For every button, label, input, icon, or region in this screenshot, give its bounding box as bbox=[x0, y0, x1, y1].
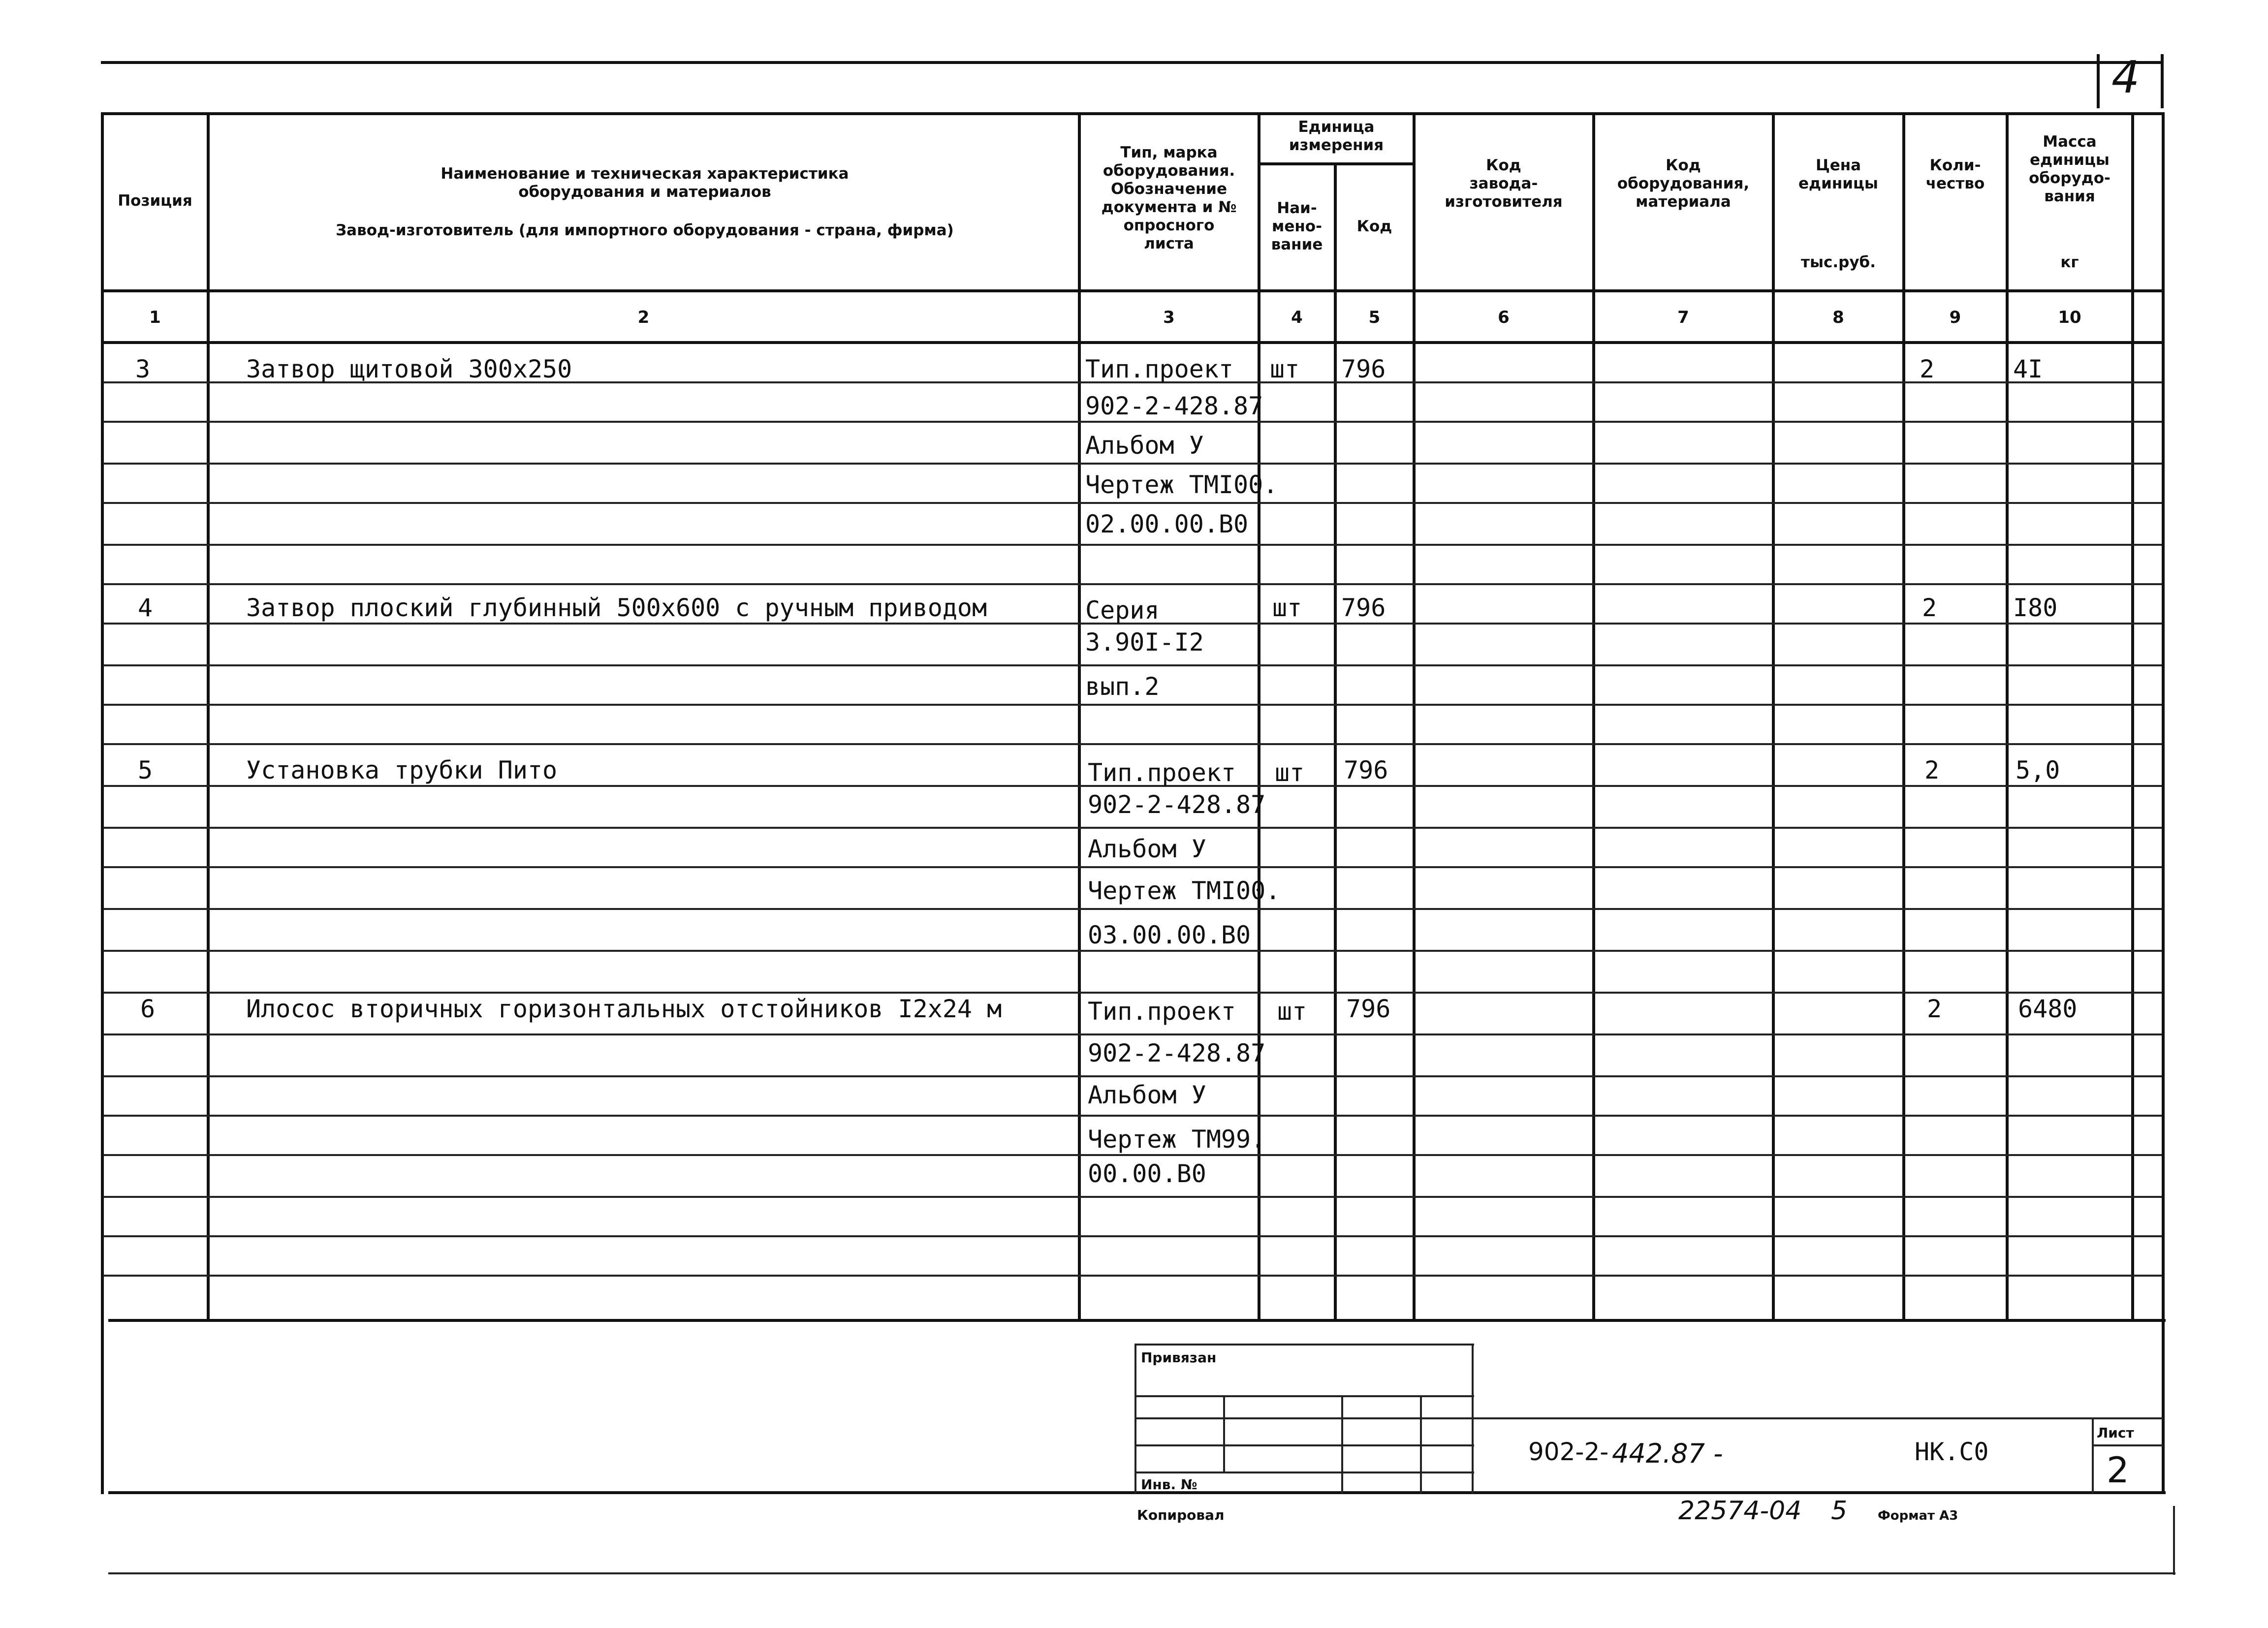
row-type-line: Альбом У bbox=[1088, 1081, 1206, 1109]
row-type-line: 902-2-428.87 bbox=[1085, 392, 1263, 420]
row-type-line: 3.90I-I2 bbox=[1085, 628, 1204, 657]
row-mass: 6480 bbox=[2018, 995, 2078, 1023]
row-rule bbox=[103, 1196, 2162, 1198]
column-number: 10 bbox=[2058, 308, 2081, 327]
header-name-line2: оборудования и материалов bbox=[518, 183, 771, 201]
header-unit-name-line: мено- bbox=[1272, 218, 1322, 235]
header-equip-code-line: оборудования, bbox=[1617, 175, 1750, 192]
stamp-attached-label: Привязан bbox=[1141, 1349, 1217, 1366]
row-position: 6 bbox=[140, 995, 156, 1023]
row-quantity: 2 bbox=[1922, 594, 1937, 622]
header-name-line1: Наименование и техническая характеристика bbox=[441, 165, 849, 183]
row-quantity: 2 bbox=[1920, 355, 1935, 383]
copied-label: Копировал bbox=[1137, 1507, 1225, 1523]
row-type-line: 03.00.00.В0 bbox=[1088, 921, 1251, 949]
column-number: 4 bbox=[1291, 308, 1303, 327]
column-number: 1 bbox=[149, 308, 161, 327]
format-label: Формат А3 bbox=[1878, 1508, 1958, 1523]
row-rule bbox=[103, 1235, 2162, 1237]
row-mass: I80 bbox=[2013, 594, 2058, 622]
row-type-line: Тип.проект bbox=[1088, 997, 1236, 1026]
row-position: 3 bbox=[135, 355, 151, 383]
stamp-col bbox=[2092, 1417, 2094, 1494]
col-sep-4 bbox=[1334, 162, 1337, 1320]
stamp-doc-code-prefix: 902-2- bbox=[1528, 1438, 1609, 1466]
unit-group-rule bbox=[1258, 162, 1414, 165]
stamp-rule bbox=[1134, 1344, 1474, 1346]
row-unit-name: шт bbox=[1272, 594, 1302, 622]
row-rule bbox=[103, 827, 2162, 829]
stamp-rule bbox=[1134, 1471, 1474, 1473]
header-type-line: оборудования. bbox=[1102, 162, 1235, 180]
frame-right bbox=[2162, 112, 2165, 1494]
stamp-col bbox=[1341, 1395, 1343, 1494]
row-rule bbox=[103, 502, 2162, 504]
row-type-line: 902-2-428.87 bbox=[1088, 1039, 1266, 1067]
row-type-line: Тип.проект bbox=[1088, 758, 1236, 787]
row-type-line: 00.00.В0 bbox=[1088, 1159, 1206, 1188]
header-price-line: Цена bbox=[1815, 157, 1861, 174]
page-bottom-rule bbox=[108, 1572, 2175, 1574]
header-unit-name-line: вание bbox=[1271, 236, 1323, 253]
stamp-rule bbox=[1134, 1395, 1474, 1397]
column-number: 8 bbox=[1832, 308, 1844, 327]
row-rule bbox=[103, 544, 2162, 546]
row-position: 4 bbox=[138, 594, 153, 622]
header-type-line: листа bbox=[1144, 235, 1194, 252]
row-unit-code: 796 bbox=[1346, 995, 1391, 1023]
row-rule bbox=[103, 704, 2162, 706]
row-type-line: 02.00.00.В0 bbox=[1085, 510, 1249, 538]
stamp-sheet-label: Лист bbox=[2097, 1425, 2134, 1441]
header-mass-unit: кг bbox=[2060, 253, 2079, 271]
row-rule bbox=[103, 1275, 2162, 1277]
header-mass-line: оборудо- bbox=[2029, 169, 2110, 187]
stamp-col bbox=[1223, 1395, 1225, 1471]
header-bottom bbox=[101, 289, 2163, 292]
header-price-unit: тыс.руб. bbox=[1801, 253, 1876, 271]
row-name: Установка трубки Пито bbox=[246, 756, 558, 784]
row-type-line: Чертеж ТМ99. bbox=[1088, 1125, 1266, 1154]
column-number: 5 bbox=[1368, 308, 1381, 327]
stamp-rule bbox=[1134, 1444, 1474, 1446]
header-position: Позиция bbox=[118, 192, 192, 210]
row-rule bbox=[103, 1115, 2162, 1117]
table-top bbox=[101, 112, 2163, 115]
row-rule bbox=[103, 1075, 2162, 1077]
header-qty-line: чество bbox=[1925, 175, 1985, 192]
column-number: 9 bbox=[1949, 308, 1961, 327]
column-number: 6 bbox=[1498, 308, 1510, 327]
top-rule bbox=[101, 61, 2163, 64]
header-type-line: документа и № bbox=[1101, 198, 1237, 216]
col-sep-9 bbox=[2006, 112, 2009, 1320]
row-type-line: 902-2-428.87 bbox=[1088, 790, 1266, 819]
row-type-line: вып.2 bbox=[1085, 672, 1160, 701]
header-mass-line: единицы bbox=[2030, 151, 2110, 169]
row-unit-name: шт bbox=[1277, 997, 1307, 1026]
archive-page: 5 bbox=[1831, 1496, 1848, 1526]
page-right-rule bbox=[2173, 1506, 2175, 1575]
stamp-inv-label: Инв. № bbox=[1141, 1476, 1197, 1493]
stamp-rule bbox=[1134, 1417, 2163, 1419]
row-name: Затвор щитовой 300х250 bbox=[246, 355, 572, 383]
stamp-col bbox=[1420, 1395, 1422, 1494]
row-mass: 4I bbox=[2013, 355, 2043, 383]
row-type-line: Тип.проект bbox=[1085, 355, 1234, 383]
header-unit-group-line: измерения bbox=[1289, 136, 1384, 154]
header-equip-code-line: материала bbox=[1636, 193, 1731, 211]
row-position: 5 bbox=[138, 756, 153, 784]
row-type-line: Серия bbox=[1085, 596, 1160, 625]
header-price-line: единицы bbox=[1798, 175, 1878, 192]
row-type-line: Чертеж ТМI00. bbox=[1085, 470, 1278, 499]
header-mass-line: Масса bbox=[2043, 133, 2097, 151]
row-type-line: Чертеж ТМI00. bbox=[1088, 877, 1281, 905]
column-number: 3 bbox=[1163, 308, 1175, 327]
row-mass: 5,0 bbox=[2016, 756, 2060, 784]
header-type-line: Тип, марка bbox=[1120, 144, 1218, 161]
header-unit-group-line: Единица bbox=[1298, 118, 1375, 136]
header-factory-code-line: завода- bbox=[1469, 175, 1538, 192]
row-rule bbox=[103, 583, 2162, 585]
header-name-line3: Завод-изготовитель (для импортного оборудования - страна, фирма) bbox=[336, 221, 954, 239]
stamp-rule bbox=[2092, 1444, 2163, 1446]
col-sep-1 bbox=[207, 112, 210, 1320]
archive-number: 22574-04 bbox=[1678, 1496, 1802, 1526]
header-factory-code-line: Код bbox=[1486, 157, 1521, 174]
row-unit-code: 796 bbox=[1341, 594, 1386, 622]
header-factory-code-line: изготовителя bbox=[1445, 193, 1563, 211]
stamp-col bbox=[1134, 1344, 1136, 1494]
col-sep-2 bbox=[1078, 112, 1081, 1320]
sheet-corner-number: 4 bbox=[2111, 52, 2140, 103]
header-mass-line: вания bbox=[2044, 188, 2095, 205]
stamp-sheet-number: 2 bbox=[2107, 1449, 2129, 1491]
row-rule bbox=[103, 463, 2162, 465]
row-rule bbox=[103, 1033, 2162, 1035]
header-type-line: опросного bbox=[1123, 217, 1215, 234]
row-type-line: Альбом У bbox=[1088, 835, 1206, 863]
stamp-doc-code-hand: 442.87 - bbox=[1612, 1438, 1723, 1469]
row-rule bbox=[103, 908, 2162, 910]
stamp-col bbox=[1472, 1344, 1474, 1494]
row-name: Затвор плоский глубинный 500х600 с ручным приводом bbox=[246, 594, 987, 622]
corner-box-right bbox=[2161, 54, 2164, 108]
row-rule bbox=[103, 950, 2162, 952]
col-sep-10 bbox=[2131, 112, 2134, 1320]
col-sep-6 bbox=[1592, 112, 1595, 1320]
row-unit-code: 796 bbox=[1344, 756, 1388, 784]
row-quantity: 2 bbox=[1927, 995, 1942, 1023]
row-unit-code: 796 bbox=[1341, 355, 1386, 383]
header-qty-line: Коли- bbox=[1929, 157, 1981, 174]
row-rule bbox=[103, 743, 2162, 745]
row-name: Илосос вторичных горизонтальных отстойников I2х24 м bbox=[246, 995, 1002, 1023]
table-bottom bbox=[108, 1319, 2166, 1322]
header-equip-code-line: Код bbox=[1666, 157, 1701, 174]
corner-box-left bbox=[2097, 54, 2100, 108]
row-type-line: Альбом У bbox=[1085, 431, 1204, 460]
header-unit-name-line: Наи- bbox=[1277, 199, 1317, 217]
column-number: 2 bbox=[637, 308, 650, 327]
row-unit-name: шт bbox=[1270, 355, 1300, 383]
colnum-bottom bbox=[101, 341, 2163, 344]
header-unit-code: Код bbox=[1356, 218, 1392, 235]
row-rule bbox=[103, 664, 2162, 666]
col-sep-8 bbox=[1902, 112, 1905, 1320]
column-number: 7 bbox=[1677, 308, 1689, 327]
col-sep-5 bbox=[1413, 112, 1416, 1320]
row-unit-name: шт bbox=[1275, 758, 1305, 787]
row-rule bbox=[103, 1154, 2162, 1156]
row-rule bbox=[103, 866, 2162, 868]
col-sep-7 bbox=[1772, 112, 1775, 1320]
row-rule bbox=[103, 421, 2162, 423]
frame-bottom bbox=[108, 1491, 2166, 1494]
header-type-line: Обозначение bbox=[1110, 180, 1228, 198]
row-quantity: 2 bbox=[1924, 756, 1940, 784]
stamp-doc-mark: НК.С0 bbox=[1915, 1438, 1989, 1466]
row-rule bbox=[103, 992, 2162, 994]
